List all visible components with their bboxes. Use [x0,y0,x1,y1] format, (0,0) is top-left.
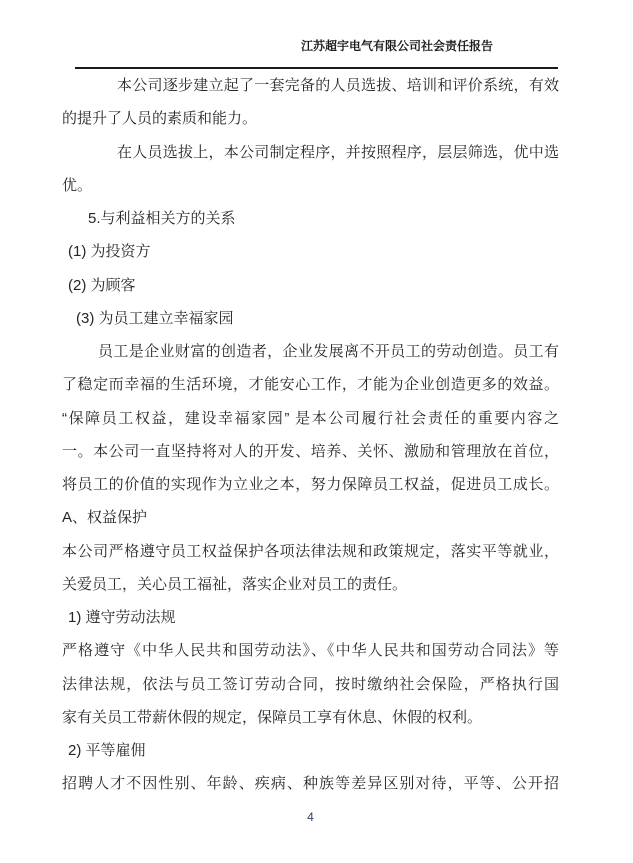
list-item: (3) 为员工建立幸福家园 [76,309,234,327]
text-line: “保障员工权益，建设幸福家园” 是本公司履行社会责任的重要内容之 [62,409,559,427]
text-line: 本公司严格遵守员工权益保护各项法律法规和政策规定，落实平等就业， [62,542,559,560]
text-line: 一。本公司一直坚持将对人的开发、培养、关怀、激励和管理放在首位， [62,442,559,460]
text-line: 法律法规，依法与员工签订劳动合同，按时缴纳社会保险，严格执行国 [62,675,559,693]
text-line: 关爱员工，关心员工福祉，落实企业对员工的责任。 [62,575,408,593]
text-line: 严格遵守《中华人民共和国劳动法》、《中华人民共和国劳动合同法》等 [62,642,559,660]
sub-heading: 2) 平等雇佣 [68,742,146,759]
page-header-title: 江苏超宇电气有限公司社会责任报告 [300,39,493,53]
text-line: 家有关员工带薪休假的规定，保障员工享有休息、休假的权利。 [62,708,483,726]
page-number: 4 [307,810,314,824]
document-body [62,69,559,801]
text-line: 将员工的价值的实现作为立业之本，努力保障员工权益，促进员工成长。 [62,476,559,493]
list-item: (2) 为顾客 [68,276,136,294]
text-line: 优。 [62,176,93,194]
section-heading: 5.与利益相关方的关系 [88,210,236,227]
text-line: 本公司逐步建立起了一套完备的人员选拔、培训和评价系统，有效 [117,77,559,94]
text-line: 的提升了人员的素质和能力。 [62,110,258,128]
text-line: 招聘人才不因性别、年龄、疾病、种族等差异区别对待，平等、公开招 [62,775,559,793]
sub-heading: A、权益保护 [62,509,148,527]
text-line: 在人员选拔上，本公司制定程序，并按照程序，层层筛选，优中选 [117,143,559,161]
sub-heading: 1) 遵守劳动法规 [68,609,176,626]
text-line: 员工是企业财富的创造者，企业发展离不开员工的劳动创造。员工有 [98,343,559,360]
text-line: 了稳定而幸福的生活环境，才能安心工作，才能为企业创造更多的效益。 [62,376,559,394]
list-item: (1) 为投资方 [68,243,151,261]
